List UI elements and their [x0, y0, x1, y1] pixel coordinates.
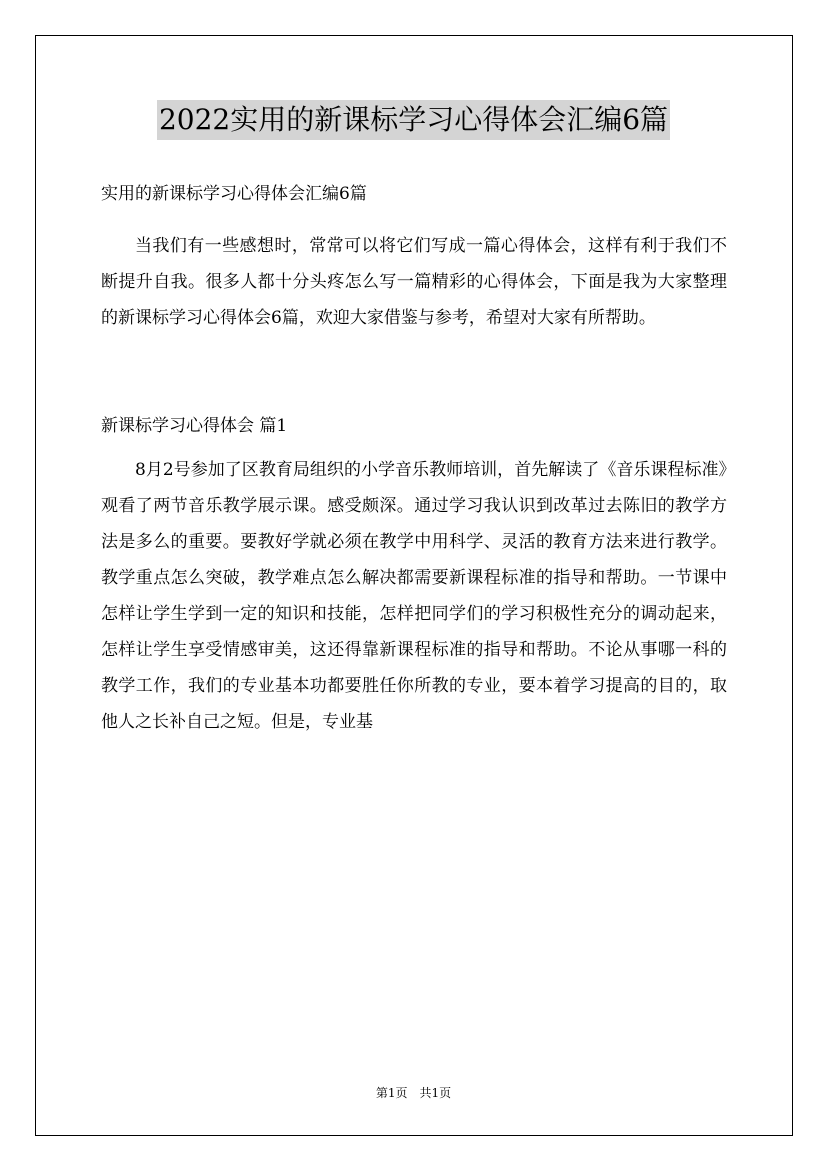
- title-container: [0, 100, 827, 140]
- section-paragraph: 8月2号参加了区教育局组织的小学音乐教师培训，首先解读了《音乐课程标准》观看了两节音乐教学展示课。感受颇深。通过学习我认识到改革过去陈旧的教学方法是多么的重要。要教好学就必须在教学中用科学、灵活的教育方法来进行教学。教学重点怎么突破，教学难点怎么解决都需要新课程标准的指导和帮助。一节课中怎样让学生学到一定的知识和技能，怎样把同学们的学习积极性充分的调动起来，怎样让学生享受情感审美，这还得靠新课程标准的指导和帮助。不论从事哪一科的教学工作，我们的专业基本功都要胜任你所教的专业，要本着学习提高的目的，取他人之长补自己之短。但是，专业基: [101, 460, 727, 732]
- section-heading: 新课标学习心得体会 篇1: [101, 416, 288, 436]
- intro-paragraph: 当我们有一些感想时，常常可以将它们写成一篇心得体会，这样有利于我们不断提升自我。很多人都十分头疼怎么写一篇精彩的心得体会，下面是我为大家整理的新课标学习心得体会6篇，欢迎大家借鉴与参考，希望对大家有所帮助。: [101, 236, 727, 328]
- document-subtitle: 实用的新课标学习心得体会汇编6篇: [101, 184, 367, 204]
- document-title: 2022实用的新课标学习心得体会汇编6篇: [157, 100, 670, 140]
- page-footer: 第1页 共1页: [375, 1086, 452, 1100]
- document-body: [101, 176, 727, 740]
